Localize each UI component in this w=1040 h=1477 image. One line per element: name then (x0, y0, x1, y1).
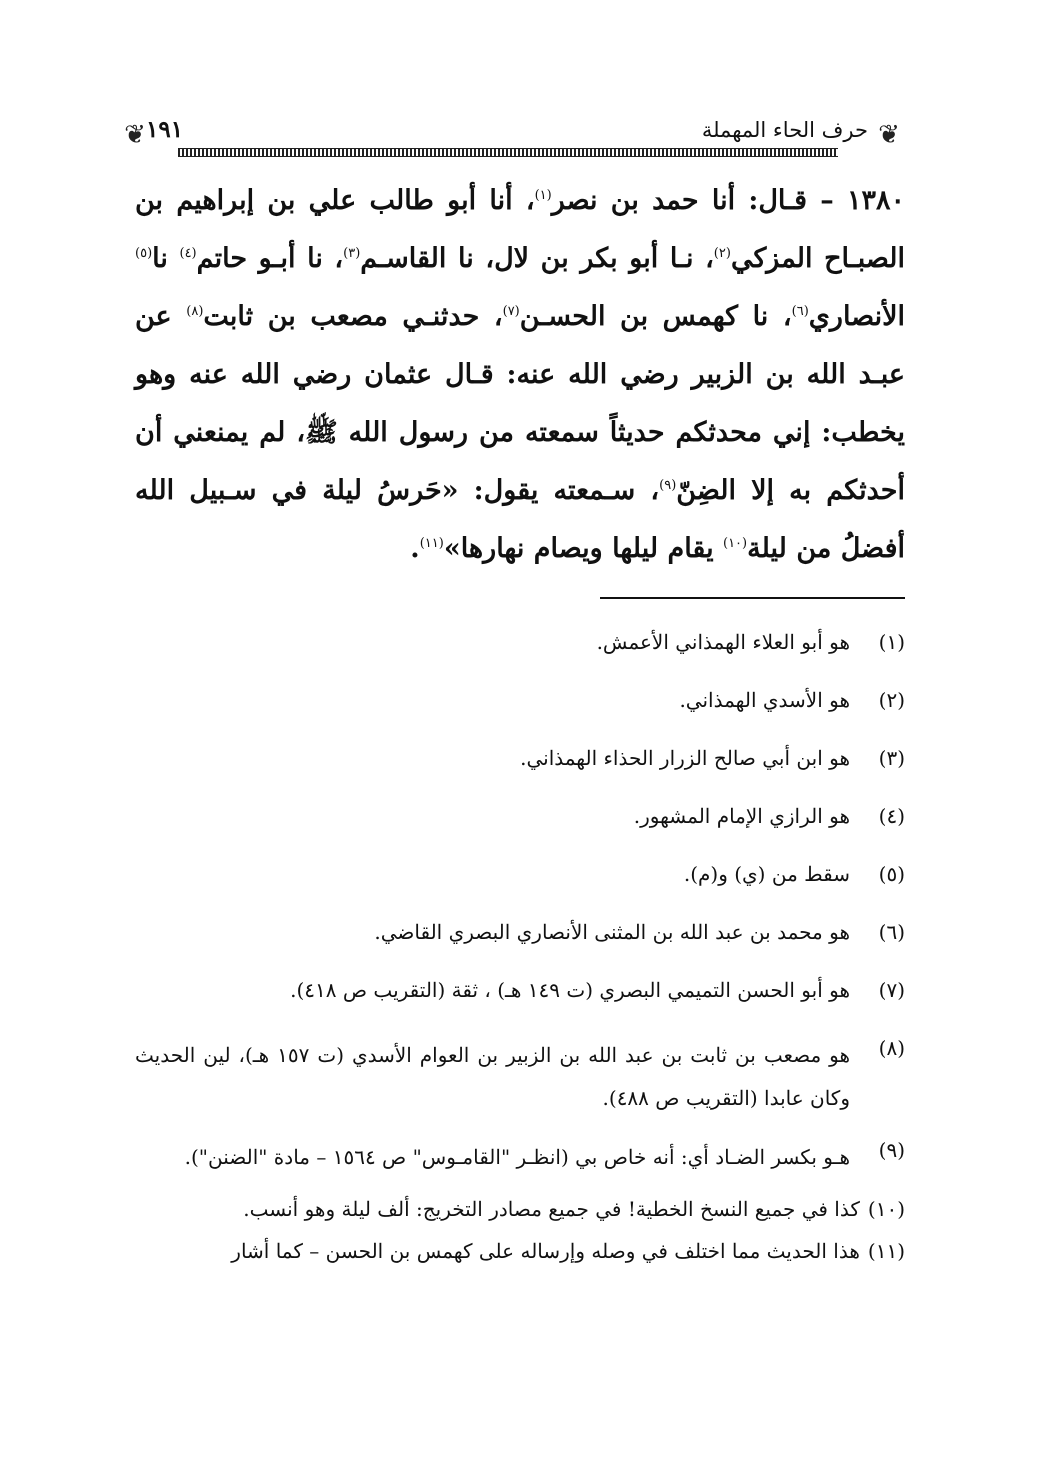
footnote-text: هو أبو الحسن التميمي البصري (ت ١٤٩ هـ) ، ثقة (التقريب ص ٤١٨). (290, 978, 850, 1002)
footnote-item (135, 802, 905, 830)
footnote-ref: (٨) (186, 304, 204, 319)
ornament-left-icon: ❦ (124, 120, 146, 150)
text-segment: نا (152, 243, 180, 274)
footnote-number: (١٠) (867, 1197, 905, 1221)
footnote-number: (٦) (878, 920, 905, 944)
hadith-paragraph (135, 172, 905, 578)
footnote-item (135, 686, 905, 714)
footnote-separator (600, 597, 905, 599)
footnote-ref: (٣) (343, 246, 361, 261)
footnote-text: هـو بكسر الضـاد أي: أنه خاص بي (انظـر "القامـوس" ص ١٥٦٤ – مادة "الضنن"). (184, 1145, 850, 1169)
text-segment: ، أنا أبو طالب علي بن إبراهيم بن الصبـاح المزكي (135, 185, 905, 274)
footnote-number: (٤) (878, 804, 905, 828)
footnote-ref: (٧) (502, 304, 520, 319)
footnote-number: (٢) (878, 688, 905, 712)
text-segment: عن عبـد الله بن الزبير رضي الله عنه: قـال عثمان رضي الله عنه وهو يخطب: إني محدثكم حديثاً سمعته من رسول الله ﷺ، لم يمنعني أن أحدثكم به إلا الضِنّ (135, 301, 905, 506)
footnote-item (135, 976, 905, 1004)
main-text (135, 172, 905, 578)
ornament-right-icon: ❦ (878, 120, 900, 150)
footnote-number: (١) (878, 630, 905, 654)
footnote-ref: (٢) (713, 246, 731, 261)
footnote-number: (٨) (878, 1036, 905, 1060)
footnote-number: (٩) (878, 1138, 905, 1162)
footnote-number: (٧) (878, 978, 905, 1002)
hadith-quote: ، سـمعته يقول: «حَرسُ ليلة في سـبيل الله أفضلُ من ليلة (135, 475, 905, 564)
text-segment: ، نا أبـو حاتم (196, 243, 344, 274)
footnote-item (135, 1195, 905, 1223)
footnote-text: هو ابن أبي صالح الزرار الحذاء الهمذاني. (520, 746, 850, 770)
footnote-item (135, 744, 905, 772)
footnote-ref: (٤) (179, 246, 197, 261)
page-header (120, 112, 910, 162)
footnote-number: (٣) (878, 746, 905, 770)
footnote-text: كذا في جميع النسخ الخطية! في جميع مصادر التخريج: ألف ليلة وهو أنسب. (243, 1197, 860, 1221)
footnote-ref: (١١) (419, 536, 444, 551)
footnote-item (135, 1034, 905, 1120)
footnote-ref: (٥) (135, 246, 153, 261)
text-segment: ، نـا أبو بكر بن لال، نا القاسـم (360, 243, 714, 274)
footnote-text: هو الرازي الإمام المشهور. (633, 804, 850, 828)
footnote-text: هو مصعب بن ثابت بن عبد الله بن الزبير بن العوام الأسدي (ت ١٥٧ هـ)، لين الحديث وكان عابدا (التقريب ص ٤٨٨). (135, 1043, 850, 1110)
footnote-item (135, 1136, 905, 1179)
footnote-ref: (٩) (659, 478, 677, 493)
running-title: حرف الحاء المهملة (701, 118, 868, 142)
hadith-quote: يقام ليلها ويصام نهارها» (443, 533, 723, 564)
text-segment: الأنصاري (808, 301, 905, 332)
footnote-ref: (١) (534, 188, 552, 203)
footnote-number: (٥) (878, 862, 905, 886)
text-segment: ، نا كهمس بن الحسـن (519, 301, 792, 332)
footnotes (135, 628, 905, 1279)
text-segment: ، حدثنـي مصعب بن ثابت (203, 301, 503, 332)
footnote-number: (١١) (867, 1239, 905, 1263)
footnote-ref: (١٠) (723, 536, 748, 551)
footnote-text: هو محمد بن عبد الله بن المثنى الأنصاري البصري القاضي. (374, 920, 850, 944)
header-rule (178, 148, 838, 157)
footnote-item (135, 1237, 905, 1265)
text-segment: ١٣٨٠ – قـال: أنا حمد بن نصر (551, 185, 905, 216)
footnote-ref: (٦) (791, 304, 809, 319)
footnote-text: هو أبو العلاء الهمذاني الأعمش. (596, 630, 850, 654)
footnote-text: سقط من (ي) و(م). (683, 862, 850, 886)
footnote-item (135, 918, 905, 946)
footnote-text: هو الأسدي الهمذاني. (679, 688, 850, 712)
text-segment: . (410, 533, 420, 564)
footnote-item (135, 860, 905, 888)
page-number: ١٩١ (146, 116, 184, 143)
footnote-item (135, 628, 905, 656)
footnote-text: هذا الحديث مما اختلف في وصله وإرساله على كهمس بن الحسن – كما أشار (231, 1239, 860, 1263)
